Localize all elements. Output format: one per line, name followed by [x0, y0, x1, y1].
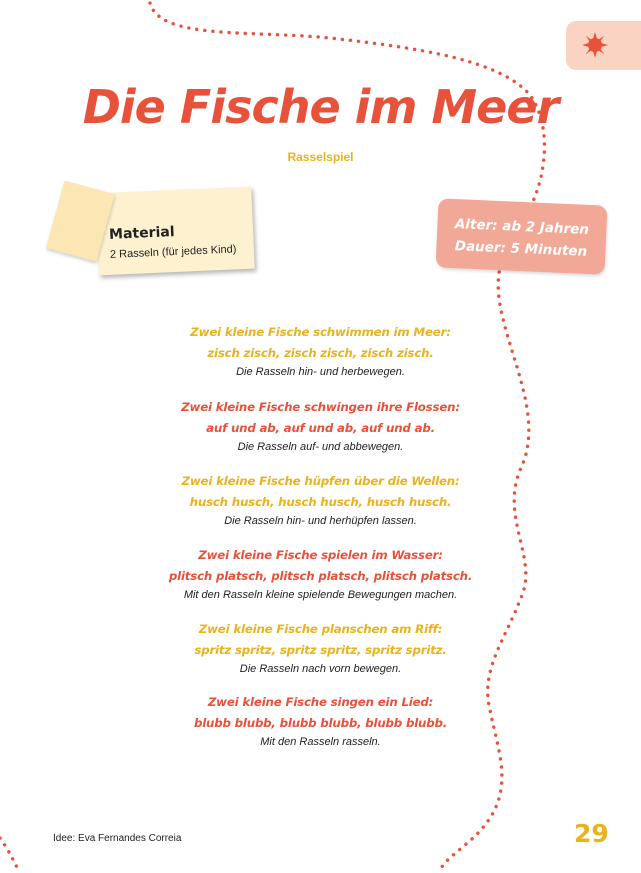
stanza-sound: blubb blubb, blubb blubb, blubb blubb. [193, 716, 448, 730]
stanza-line: Zwei kleine Fische planschen am Riff: [198, 622, 443, 636]
stanza-2 [0, 397, 641, 455]
stanza-line: Zwei kleine Fische singen ein Lied: [207, 695, 434, 709]
duration-text: Dauer: 5 Minuten [454, 238, 588, 260]
stanza-instruction: Die Rasseln nach vorn bewegen. [239, 663, 402, 675]
stanza-5 [0, 619, 641, 677]
page-subtitle: Rasselspiel [287, 150, 354, 164]
page-title: Die Fische im Meer [82, 80, 559, 134]
stanza-instruction: Die Rasseln hin- und herhüpfen lassen. [224, 515, 417, 527]
stanza-sound: auf und ab, auf und ab, auf und ab. [206, 421, 435, 435]
stanza-sound: zisch zisch, zisch zisch, zisch zisch. [207, 346, 434, 360]
corner-tab [566, 21, 641, 70]
stanza-sound: husch husch, husch husch, husch husch. [189, 495, 452, 509]
material-text: 2 Rasseln (für jedes Kind) [109, 243, 237, 261]
stanza-instruction: Mit den Rasseln rasseln. [260, 736, 381, 748]
stanza-instruction: Mit den Rasseln kleine spielende Bewegungen machen. [183, 589, 458, 601]
stanza-line: Zwei kleine Fische spielen im Wasser: [198, 548, 443, 562]
stanza-line: Zwei kleine Fische schwimmen im Meer: [190, 325, 451, 339]
stanza-1 [0, 322, 641, 380]
stanza-sound: spritz spritz, spritz spritz, spritz spritz. [194, 643, 447, 657]
stanza-4 [0, 545, 641, 603]
age-duration-badge [436, 198, 608, 274]
stanza-line: Zwei kleine Fische hüpfen über die Wellen: [181, 474, 460, 488]
stanza-sound: plitsch platsch, plitsch platsch, plitsch platsch. [168, 569, 473, 583]
stanza-3 [0, 471, 641, 529]
idea-credit: Idee: Eva Fernandes Correia [53, 833, 182, 844]
stanza-line: Zwei kleine Fische schwingen ihre Flossen: [181, 400, 460, 414]
stanza-6 [0, 692, 641, 750]
stanza-instruction: Die Rasseln auf- und abbewegen. [237, 441, 404, 453]
stanza-instruction: Die Rasseln hin- und herbewegen. [236, 366, 405, 378]
material-heading: Material [108, 224, 175, 243]
material-card [95, 187, 254, 276]
page-number: 29 [574, 819, 609, 848]
sun-icon [580, 30, 610, 60]
age-text: Alter: ab 2 Jahren [454, 216, 590, 238]
